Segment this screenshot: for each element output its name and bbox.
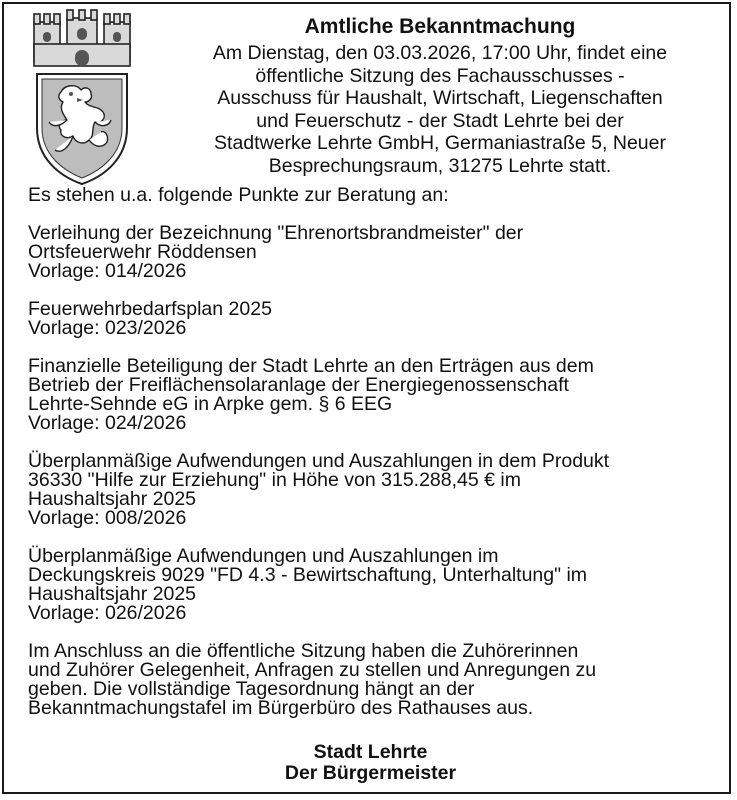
closing-text: geben. Die vollständige Tagesordnung hängt an der bbox=[28, 678, 475, 700]
closing-text: und Zuhörer Gelegenheit, Anfragen zu stellen und Anregungen zu bbox=[28, 659, 597, 681]
agenda-item-text: Betrieb der Freiflächensolaranlage der Energiegenossenschaft bbox=[28, 374, 569, 396]
header-line: Ausschuss für Haushalt, Wirtschaft, Liegenschaften bbox=[217, 87, 663, 109]
agenda-item-text: Finanzielle Beteiligung der Stadt Lehrte an den Erträgen aus dem bbox=[28, 355, 594, 377]
agenda-item bbox=[28, 300, 718, 338]
agenda-item-text: Lehrte-Sehnde eG in Arpke gem. § 6 EEG bbox=[28, 393, 393, 415]
signature-city: Stadt Lehrte bbox=[313, 741, 428, 763]
agenda-item bbox=[28, 547, 718, 623]
notice-title: Amtliche Bekanntmachung bbox=[304, 15, 576, 38]
signature-block bbox=[0, 742, 737, 784]
agenda-item-text: Überplanmäßige Aufwendungen und Auszahlungen im bbox=[28, 545, 499, 567]
notice-header bbox=[150, 14, 730, 177]
header-line: Besprechungsraum, 31275 Lehrte statt. bbox=[268, 154, 612, 177]
intro-text: Es stehen u.a. folgende Punkte zur Beratung an: bbox=[28, 184, 449, 206]
agenda-item-text: Ortsfeuerwehr Röddensen bbox=[28, 241, 257, 263]
agenda-item-text: Haushaltsjahr 2025 bbox=[28, 488, 197, 510]
agenda-item bbox=[28, 357, 718, 433]
city-coat-of-arms-icon bbox=[31, 8, 133, 186]
agenda-item-vorlage: Vorlage: 014/2026 bbox=[28, 260, 187, 282]
agenda-item-vorlage: Vorlage: 023/2026 bbox=[28, 317, 187, 339]
header-line: öffentliche Sitzung des Fachausschusses - bbox=[255, 64, 625, 87]
agenda-item-vorlage: Vorlage: 024/2026 bbox=[28, 412, 187, 434]
header-line: Am Dienstag, den 03.03.2026, 17:00 Uhr, findet eine bbox=[212, 42, 668, 64]
header-line: Stadtwerke Lehrte GmbH, Germaniastraße 5, Neuer bbox=[214, 132, 666, 154]
agenda-item bbox=[28, 452, 718, 528]
notice-body bbox=[28, 186, 718, 718]
closing-paragraph bbox=[28, 642, 718, 718]
agenda-item-text: 36330 "Hilfe zur Erziehung" in Höhe von 315.288,45 € im bbox=[28, 469, 521, 491]
agenda-item-text: Haushaltsjahr 2025 bbox=[28, 583, 197, 605]
agenda-item-text: Feuerwehrbedarfsplan 2025 bbox=[28, 298, 272, 320]
agenda-item-text: Verleihung der Bezeichnung "Ehrenortsbrandmeister" der bbox=[28, 222, 524, 244]
header-line: und Feuerschutz - der Stadt Lehrte bei der bbox=[256, 109, 624, 132]
signature-mayor: Der Bürgermeister bbox=[284, 762, 457, 784]
closing-text: Im Anschluss an die öffentliche Sitzung haben die Zuhörerinnen bbox=[28, 640, 579, 662]
agenda-item-text: Deckungskreis 9029 "FD 4.3 - Bewirtschaftung, Unterhaltung" im bbox=[28, 564, 588, 586]
agenda-item-text: Überplanmäßige Aufwendungen und Auszahlungen in dem Produkt bbox=[28, 450, 610, 472]
closing-text: Bekanntmachungstafel im Bürgerbüro des Rathauses aus. bbox=[28, 697, 534, 719]
agenda-item-vorlage: Vorlage: 026/2026 bbox=[28, 602, 187, 624]
agenda-item-vorlage: Vorlage: 008/2026 bbox=[28, 507, 187, 529]
agenda-item bbox=[28, 224, 718, 281]
